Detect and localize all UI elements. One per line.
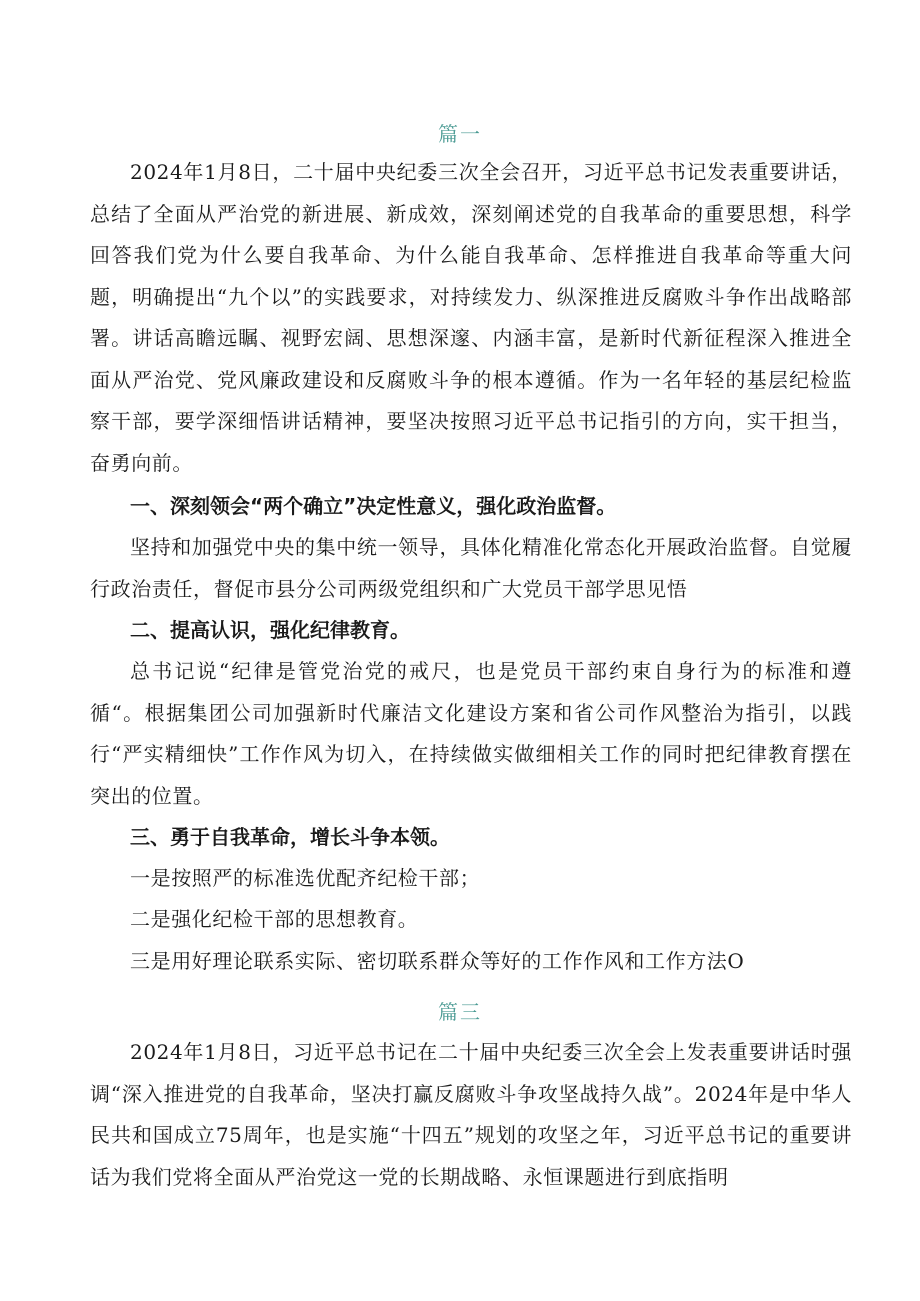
- section-three-intro-paragraph: 2024年1月8日，习近平总书记在二十届中央纪委三次全会上发表重要讲话时强调“深入推进党的自我革命，坚决打赢反腐败斗争攻坚战持久战”。2024年是中华人民共和国成立75周年，也是实施“十四五”规划的攻坚之年，习近平总书记的重要讲话为我们党将全面从严治党这一党的长期战略、永恒课题进行到底指明: [90, 1040, 852, 1189]
- heading-discipline-education: 二、提高认识，强化纪律教育。: [130, 618, 410, 642]
- section-one-title: 篇一: [438, 122, 482, 146]
- heading-self-revolution: 三、勇于自我革命，增长斗争本领。: [130, 825, 450, 849]
- list-item: 三是用好理论联系实际、密切联系群众等好的工作作风和工作方法O: [130, 949, 745, 973]
- heading-political-supervision: 一、深刻领会“两个确立”决定性意义，强化政治监督。: [130, 494, 617, 518]
- section-one-intro-paragraph: 2024年1月8日，二十届中央纪委三次全会召开，习近平总书记发表重要讲话，总结了全面从严治党的新进展、新成效，深刻阐述党的自我革命的重要思想，科学回答我们党为什么要自我革命、为什么能自我革命、怎样推进自我革命等重大问题，明确提出“九个以”的实践要求，对持续发力、纵深推进反腐败斗争作出战略部署。讲话高瞻远瞩、视野宏阔、思想深邃、内涵丰富，是新时代新征程深入推进全面从严治党、党风廉政建设和反腐败斗争的根本遵循。作为一名年轻的基层纪检监察干部，要学深细悟讲话精神，要坚决按照习近平总书记指引的方向，实干担当，奋勇向前。: [90, 160, 852, 475]
- list-item: 一是按照严的标准选优配齐纪检干部；: [130, 866, 481, 890]
- list-item: 二是强化纪检干部的思想教育。: [130, 907, 419, 931]
- paragraph-political-supervision: 坚持和加强党中央的集中统一领导，具体化精准化常态化开展政治监督。自觉履行政治责任，督促市县分公司两级党组织和广大党员干部学思见悟: [90, 535, 852, 601]
- section-three-title: 篇三: [438, 1000, 482, 1024]
- paragraph-discipline-education: 总书记说“纪律是管党治党的戒尺，也是党员干部约束自身行为的标准和遵循“。根据集团公司加强新时代廉洁文化建设方案和省公司作风整治为指引，以践行“严实精细快”工作作风为切入，在持续做实做细相关工作的同时把纪律教育摆在突出的位置。: [90, 659, 852, 808]
